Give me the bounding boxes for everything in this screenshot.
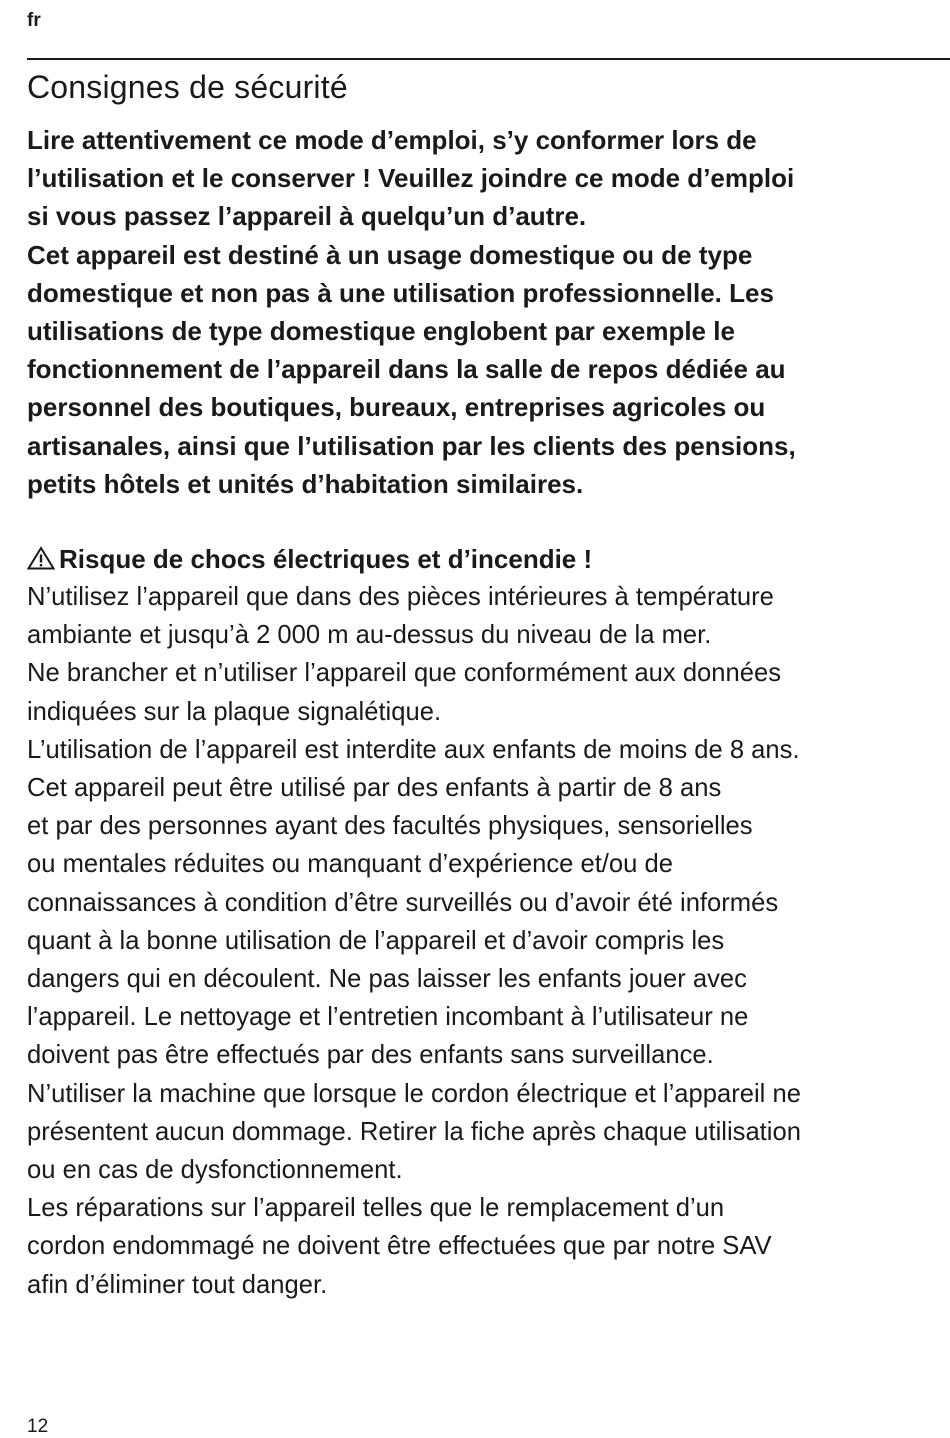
- body-line: indiquées sur la plaque signalétique.: [27, 697, 442, 726]
- body-line: l’appareil. Le nettoyage et l’entretien incombant à l’utilisateur ne: [27, 1003, 749, 1032]
- intro-line: fonctionnement de l’appareil dans la salle de repos dédiée au: [27, 354, 786, 385]
- intro-line: Lire attentivement ce mode d’emploi, s’y conformer lors de: [27, 125, 757, 155]
- body-line: Ne brancher et n’utiliser l’appareil que conformément aux données: [27, 659, 782, 688]
- page-title: Consignes de sécurité: [27, 69, 348, 105]
- warning-triangle-icon: [27, 546, 55, 570]
- body-line: N’utilisez l’appareil que dans des pièces intérieures à température: [27, 583, 774, 611]
- language-label: fr: [27, 10, 41, 31]
- intro-line: artisanales, ainsi que l’utilisation par les clients des pensions,: [27, 430, 796, 461]
- body-line: Les réparations sur l’appareil telles que le remplacement d’un: [27, 1194, 725, 1223]
- intro-line: utilisations de type domestique englobent par exemple le: [27, 316, 735, 347]
- body-line: L’utilisation de l’appareil est interdite aux enfants de moins de 8 ans.: [27, 735, 800, 764]
- body-line: quant à la bonne utilisation de l’appareil et d’avoir compris les: [27, 926, 725, 955]
- intro-line: personnel des boutiques, bureaux, entreprises agricoles ou: [27, 392, 766, 423]
- body-line: ou mentales réduites ou manquant d’expérience et/ou de: [27, 850, 673, 879]
- body-line: dangers qui en découlent. Ne pas laisser les enfants jouer avec: [27, 965, 747, 994]
- intro-line: l’utilisation et le conserver ! Veuillez joindre ce mode d’emploi: [27, 163, 795, 194]
- intro-line: petits hôtels et unités d’habitation similaires.: [27, 468, 584, 499]
- page-number: 12: [27, 1416, 49, 1437]
- safety-paragraph: [27, 578, 950, 1304]
- body-line: doivent pas être effectués par des enfants sans surveillance.: [27, 1041, 714, 1070]
- body-line: Cet appareil peut être utilisé par des enfants à partir de 8 ans: [27, 774, 722, 803]
- header-divider: [27, 58, 950, 60]
- intro-paragraph: [27, 121, 947, 503]
- warning-heading: [27, 540, 592, 578]
- intro-line: domestique et non pas à une utilisation professionnelle. Les: [27, 277, 774, 308]
- body-line: ou en cas de dysfonctionnement.: [27, 1156, 403, 1185]
- body-line: connaissances à condition d’être surveillés ou d’avoir été informés: [27, 888, 779, 917]
- intro-line: si vous passez l’appareil à quelqu’un d’autre.: [27, 201, 587, 232]
- body-line: et par des personnes ayant des facultés physiques, sensorielles: [27, 812, 753, 841]
- body-line: cordon endommagé ne doivent être effectuées que par notre SAV: [27, 1232, 772, 1261]
- body-line: présentent aucun dommage. Retirer la fiche après chaque utilisation: [27, 1117, 801, 1146]
- body-line: N’utiliser la machine que lorsque le cordon électrique et l’appareil ne: [27, 1079, 801, 1108]
- body-line: ambiante et jusqu’à 2 000 m au-dessus du niveau de la mer.: [27, 621, 712, 650]
- body-line: afin d’éliminer tout danger.: [27, 1270, 328, 1299]
- intro-line: Cet appareil est destiné à un usage domestique ou de type: [27, 239, 753, 270]
- warning-heading-text: Risque de chocs électriques et d’incendie !: [59, 544, 593, 574]
